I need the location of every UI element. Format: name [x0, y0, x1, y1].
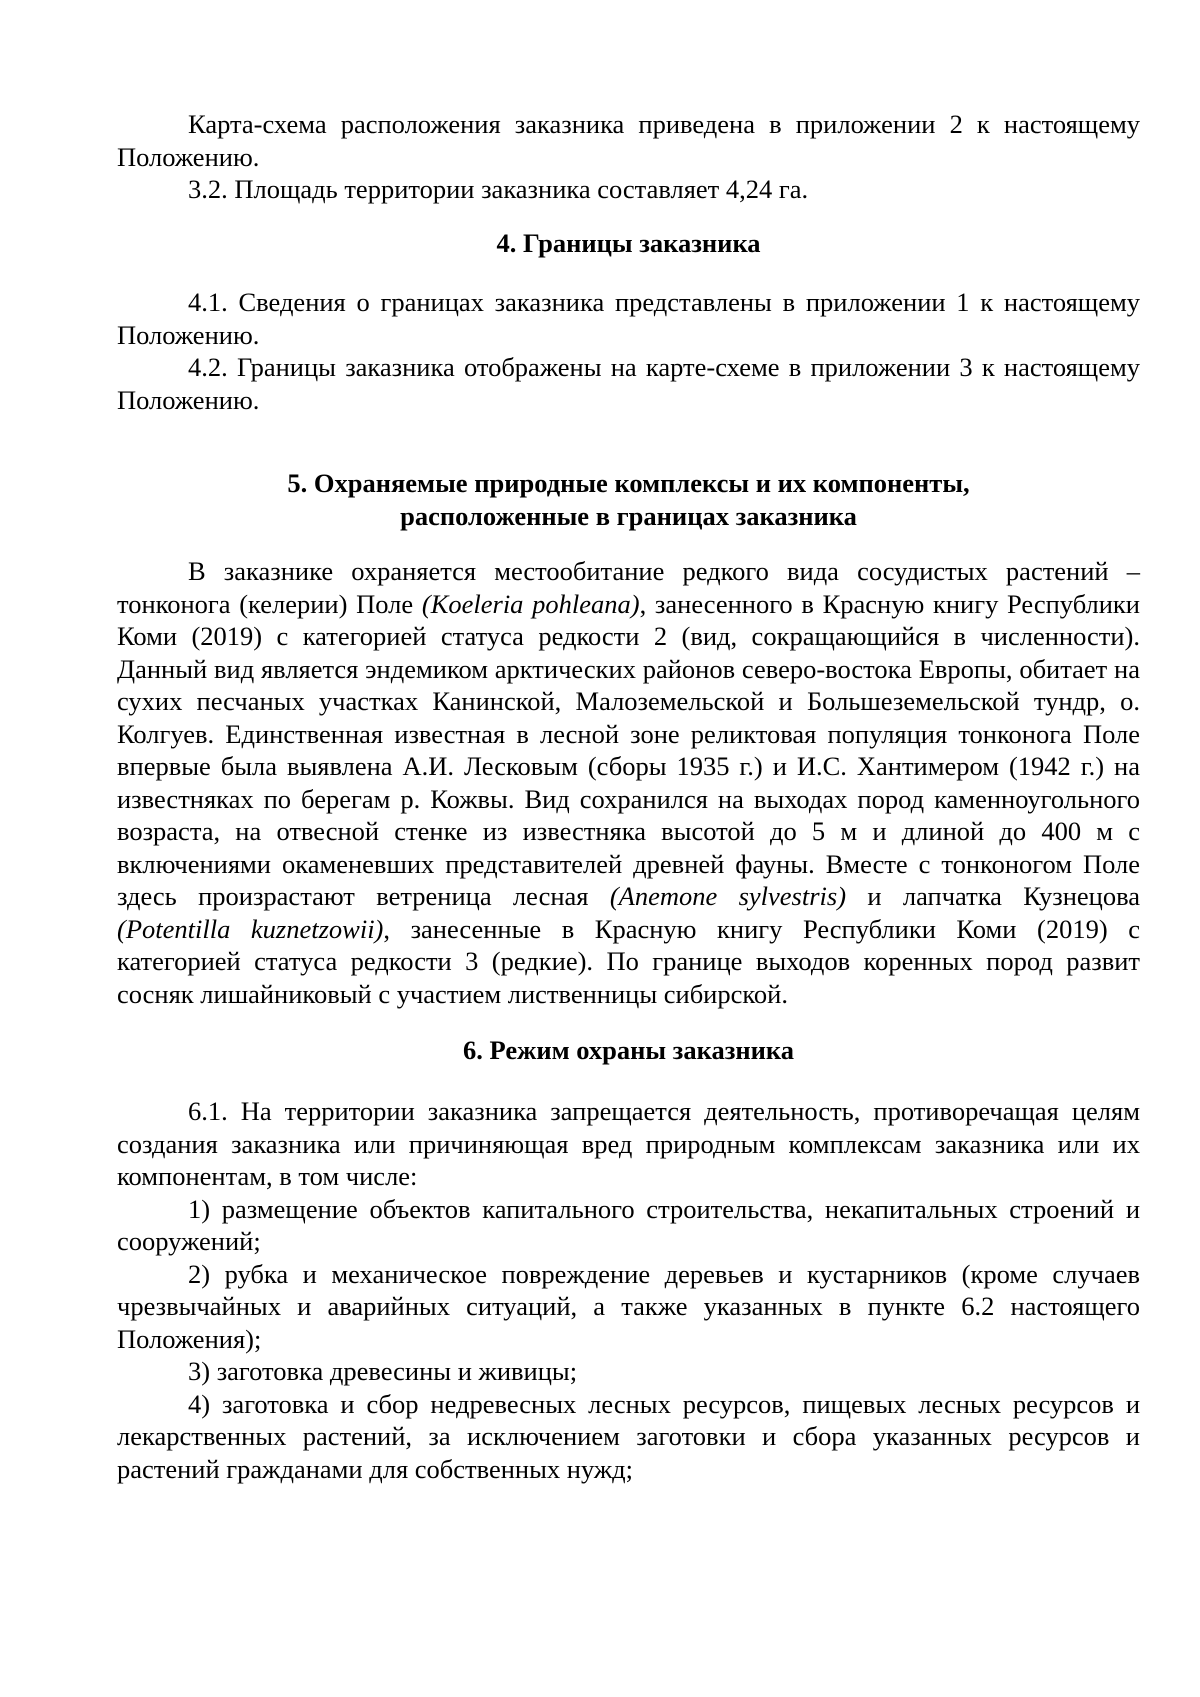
list-item-4: 4) заготовка и сбор недревесных лесных ресурсов, пищевых лесных ресурсов и лекарственных растений, за исключением заготовки и сбора указанных ресурсов и растений гражданами для собственных нужд; [117, 1388, 1140, 1484]
list-item-3: 3) заготовка древесины и живицы; [188, 1356, 578, 1386]
paragraph-protected-species [117, 555, 1140, 1010]
heading-section-5-line1: 5. Охраняемые природные комплексы и их компоненты, [287, 468, 970, 498]
list-item-1: 1) размещение объектов капитального строительства, некапитальных строений и сооружений; [117, 1193, 1140, 1256]
section-6-heading [117, 1034, 1140, 1067]
paragraph-3-2: 3.2. Площадь территории заказника составляет 4,24 га. [188, 174, 809, 204]
section-4-body [117, 286, 1140, 416]
text-run: и лапчатка Кузнецова [846, 881, 1140, 911]
paragraph-4-1: 4.1. Сведения о границах заказника представлены в приложении 1 к настоящему Положению. [117, 287, 1140, 350]
section-5-heading [117, 467, 1140, 532]
list-item-2: 2) рубка и механическое повреждение деревьев и кустарников (кроме случаев чрезвычайных и аварийных ситуаций, а также указанных в пункте 6.2 настоящего Положения); [117, 1258, 1140, 1354]
text-run: В заказнике охраняется местообитание редкого вида сосудистых растений – тонконога (келерии) Поле [117, 556, 1140, 619]
heading-section-6: 6. Режим охраны заказника [463, 1035, 794, 1065]
heading-section-5-line2: расположенные в границах заказника [400, 500, 857, 531]
section-5-body [117, 555, 1140, 1010]
paragraph-4-2: 4.2. Границы заказника отображены на карте-схеме в приложении 3 к настоящему Положению. [117, 352, 1140, 415]
section-3-continuation [117, 108, 1140, 206]
text-run: , занесенного в Красную книгу Республики Коми (2019) с категорией статуса редкости 2 (вид, сокращающийся в численности). Данный вид является эндемиком арктических районов северо-востока Европы, обитает на сухих песчаных участках Канинской, Малоземельской и Большеземельской тундр, о. Колгуев. Единственная известная в лесной зоне реликтовая популяция тонконога Поле впервые была выявлена А.И. Лесковым (сборы 1935 г.) и И.С. Хантимером (1942 г.) на известняках по берегам р. Кожвы. Вид сохранился на выходах пород каменноугольного возраста, на отвесной стенке из известняка высотой до 5 м и длиной до 400 м с включениями окаменевших представителей древней фауны. Вместе с тонконогом Поле здесь произрастают ветреница лесная [117, 588, 1140, 911]
text-run: , занесенные в Красную книгу Республики Коми (2019) с категорией статуса редкости 3 (редкие). По границе выходов коренных пород развит сосняк лишайниковый с участием лиственницы сибирской. [117, 913, 1141, 1009]
latin-name-potentilla: (Potentilla kuznetzowii) [117, 913, 384, 944]
latin-name-koeleria: (Koeleria pohleana) [421, 588, 640, 619]
section-6-body [117, 1095, 1140, 1485]
paragraph-map-scheme: Карта-схема расположения заказника приведена в приложении 2 к настоящему Положению. [117, 109, 1140, 172]
latin-name-anemone: (Anemone sylvestris) [609, 881, 847, 911]
heading-section-4: 4. Границы заказника [496, 228, 761, 258]
section-4 [117, 227, 1140, 260]
paragraph-6-1: 6.1. На территории заказника запрещается деятельность, противоречащая целям создания заказника или причиняющая вред природным комплексам заказника или их компонентам, в том числе: [117, 1096, 1140, 1191]
